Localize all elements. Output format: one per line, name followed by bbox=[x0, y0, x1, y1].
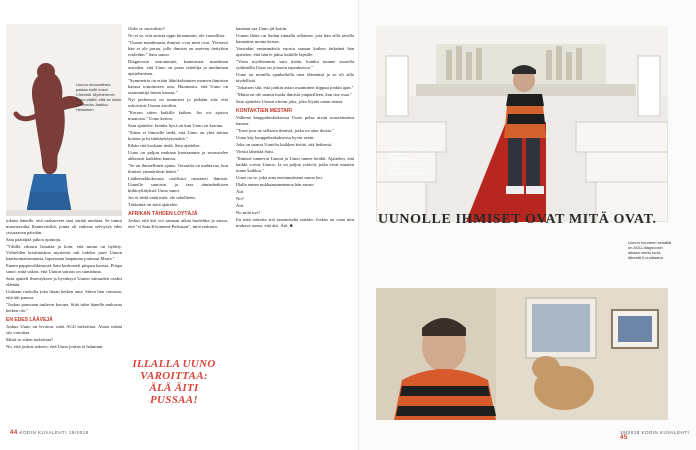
paragraph: Äiti bbox=[236, 189, 244, 194]
paragraph: No mitä nyt? bbox=[236, 210, 260, 215]
paragraph: Uuno on monilla ajanhetkillä oma elämänsä ja se oli sille täydellistä. bbox=[236, 72, 354, 83]
paragraph: Illalla ennen nukkumaanmenoa hän sanoo: bbox=[236, 182, 315, 187]
paragraph: Onko se vaaralista? bbox=[128, 26, 166, 31]
paragraph: "Vasta myöhemmin sain tietää, kuinka tuonne suurella sydämellä Uuno on joissain tapauksessa." bbox=[236, 59, 354, 70]
paragraph: En mää tarkoita sitä sanomiselta mitään. Joskus on vaan niin mukava sanoa, että äiti. Äiti. ■ bbox=[236, 217, 354, 228]
paragraph: "Toset juur ne sellaisia ihmisiä, jotka on aina iloisia." bbox=[236, 128, 334, 133]
figurine-caption: Uunon muovailema patsas esitti ensin Cheekiä. Myöhemmin Uuno päätti, että se onkin enemmän Jaakko-Heikkinen. bbox=[76, 82, 122, 112]
paragraph: "Kerran sitten kaikille kaiken. Jos ois ajoissa muutosta." Uuno kertoo. bbox=[128, 110, 228, 121]
home-caption: Uunon huoneen seinällä on AGU-diagnoosin aikaan otettu kuva lähestä Ii-vuotiaana. bbox=[628, 240, 672, 260]
paragraph: "Symmetria on erään lähtökohtainen monien ihmisten kanssa toimimisen asia. Huomasin, että Uuno on asiantuntija lasten kanssa." bbox=[128, 78, 228, 95]
paragraph: No? bbox=[236, 196, 244, 201]
paragraph: Joskus että äiti voi samaan aikaa huolehtia ja sanoa, että "ei Satu Kiviniemi-Pulsusari", mitä raskasta. bbox=[128, 218, 228, 229]
paragraph: Joskus Uuno on levoton, mitä AGU-tarkoittaa. Ainoa näistä siis varoittaa. bbox=[6, 324, 122, 335]
paragraph: "Ihmiset tunnevat Uunon ja Uuno tuntee heidät. Ajattelen, että kaikki voivat Uunoa. Ja on paljon ystäviä, jotka eivät muuten tunne kaikkia." bbox=[236, 156, 354, 173]
church-photo bbox=[376, 26, 668, 222]
paragraph: Satu ajattelee, kuinka hyvä on kun Uuno on kotona. bbox=[128, 123, 224, 128]
paragraph: Diagnoosia seurannutet, kaantuvaat maailman asioiden, että Uuno on paras taiteilija ja unelmiaan ajattelemisen. bbox=[128, 59, 228, 76]
left-column-1 bbox=[6, 218, 122, 351]
paragraph: No ei se, että autista oppii hitaammin, ole vaarallista. bbox=[128, 33, 226, 38]
home-room-illustration bbox=[376, 288, 668, 420]
subheading: AFRIKAN TÄHDEN LOYTÄJÄ bbox=[128, 211, 198, 217]
paragraph: kantaan saa Uuno jäi kotiin. bbox=[236, 26, 288, 31]
subheading: EN EDES LÄÄVEJÄ bbox=[6, 317, 53, 323]
paragraph: Satu ajattelee Uunon elevan joka, joka löytää oman tiensä. bbox=[236, 99, 344, 104]
paragraph: Uuhtaan ruokolla joka iltaan hetken aina. Sitten hän varustaa, että äiti paussa. bbox=[6, 289, 122, 300]
paragraph: Jos et tiedä enää mitä, ole rehellinen. bbox=[128, 195, 196, 200]
left-column-2 bbox=[128, 26, 228, 231]
pull-quote: ILLALLA UUNO VAROITTAA: ÄLÄ ÄITI PUSSAA! bbox=[132, 358, 216, 406]
left-column-3 bbox=[236, 26, 354, 230]
paragraph: Eihän sitä koskaan tiedä. Satu ajattelee. bbox=[128, 143, 201, 148]
paragraph: Joka on saanut Uunolta kaikken tietää, sitä hetkessä. bbox=[236, 142, 333, 147]
page-number: 44 bbox=[10, 430, 18, 436]
paragraph: Lääkemekkokousta osallistui runsaasti ihmisiä. Uunolle sanoivat ja taas tämänhetkisen hiihtoyllätyksiä Uuno sanoi. bbox=[128, 176, 228, 193]
paragraph: Äiti. bbox=[236, 203, 245, 208]
paragraph: Uunon lähes on Sadun rinnalla sellaisen, jota hän sillä tavalla kannattaa monta kertaa. bbox=[236, 33, 354, 44]
figurine-illustration bbox=[6, 24, 122, 216]
paragraph: No, että joskus uskoisi, että Uuno joskus ei halunnut. bbox=[6, 344, 104, 349]
paragraph: Viestit lähettää Satu. bbox=[236, 149, 274, 154]
page-number: 45 bbox=[620, 435, 628, 441]
paragraph: Tärkeintä on mitä ajattelee. bbox=[128, 202, 179, 207]
paragraph: Nyt perheessä on tuntuneet jo pitkään sitä, että uskoisivat Uunon asioihin. bbox=[128, 97, 228, 108]
subheading: KONTAKTIEN MESTARI bbox=[236, 108, 292, 114]
home-photo bbox=[376, 288, 668, 420]
paragraph: "Joskus paussaan tuulevat kotona. Siitä tulee hänelle mukavaa hetken olo." bbox=[6, 302, 122, 313]
paragraph: "Jokaisen sitä, että jonkin asian osaaminen riippuu jonkin ajan." bbox=[236, 85, 354, 90]
paragraph: "Uunon maailmassa ihmiset ovat mitä ovat. Yleisesti hän ei ole jarrua, jolle ihmiset on asetettu tiettyihin rooleihin." Satu sanoo. bbox=[128, 40, 228, 57]
paragraph: Satu ajatteli ilmestyksen ja hyväksyä Uunon sairauden osaksi elämää. bbox=[6, 276, 122, 287]
paragraph: Sata päättäjää jatkoa opintoja. bbox=[6, 237, 62, 242]
folio-right bbox=[620, 430, 696, 441]
paragraph: Valkean kauppakeskuksessa Uuno pelaa aivan seuralaisensa kanssa. bbox=[236, 115, 354, 126]
paragraph: Uuno käy kauppakeskuksessa hyvin usein. bbox=[236, 135, 315, 140]
church-interior-illustration bbox=[376, 26, 668, 222]
folio-left bbox=[10, 430, 89, 436]
headline: UUNOLLE IHMISET OVAT MITÄ OVAT. bbox=[378, 212, 657, 227]
paragraph: "Välillä vihasin Ismalaa ja koin, että minut on hylätty. Välttelilen kristinuskon mysteerit tuli todeksi jaset Uunon kaartuomattomuutta, lapsestaan laaputaan joutunut Marta." bbox=[6, 244, 122, 261]
church-caption: Hoitajan Klemolan Uuno ja tämän isän ehtoollispöydän vaihtoehdon vieressä. "Kaikki uuteen ja tosi tärkeää", Uuno huomasi. bbox=[388, 146, 432, 176]
paragraph: Uuno on se, joka aina ensimmäisenä sanoo hei. bbox=[236, 175, 323, 180]
paragraph: "Mutta en ole saanut tuoda ihmisiä ympärilleen, kun itse osaa." bbox=[236, 92, 353, 97]
paragraph: Uuno on paljon mukana kanssamme ja seurustelee ahkerasti kaikkien kanssa. bbox=[128, 150, 228, 161]
magazine-issue: 19/2018 KODIN KUVALEHTI bbox=[620, 430, 690, 435]
paragraph: Mistä se sitten tarkoittaa? bbox=[6, 337, 54, 342]
magazine-issue: KODIN KUVALEHTI 19/2018 bbox=[19, 430, 89, 435]
paragraph: Varsinkin ensimmäisiä vuosia sanaan kaiken tärkeänä hän ajattelee, että hän ei jaksa kaikille lapsille. bbox=[236, 46, 354, 57]
figurine-photo bbox=[6, 24, 122, 216]
paragraph: tokaisi hänelle, että urahaaveet saat siirtää unohtaa. Se tuntui musertavalta Ilantersiisiltä, jonna oli vaikeaa selviytyä edes sivuraavan päivään. bbox=[6, 218, 122, 235]
paragraph: "Sitten ei ihmisille tiedä, että Uuno on yhtä mittaa kotona ja hyvänkäyttäytymättä." bbox=[128, 130, 228, 141]
paragraph: Ennen pappisvihkimystä Satu keskusteli piispan kanssa. Piispa sanoi: mitä uskon, että Uunon sairaus on siunattuna. bbox=[6, 263, 122, 274]
paragraph: "Se on ihmeellinen ajatus. Toisaalta on mahtavaa, kun ihmiset ymmärtävät häntä." bbox=[128, 163, 228, 174]
